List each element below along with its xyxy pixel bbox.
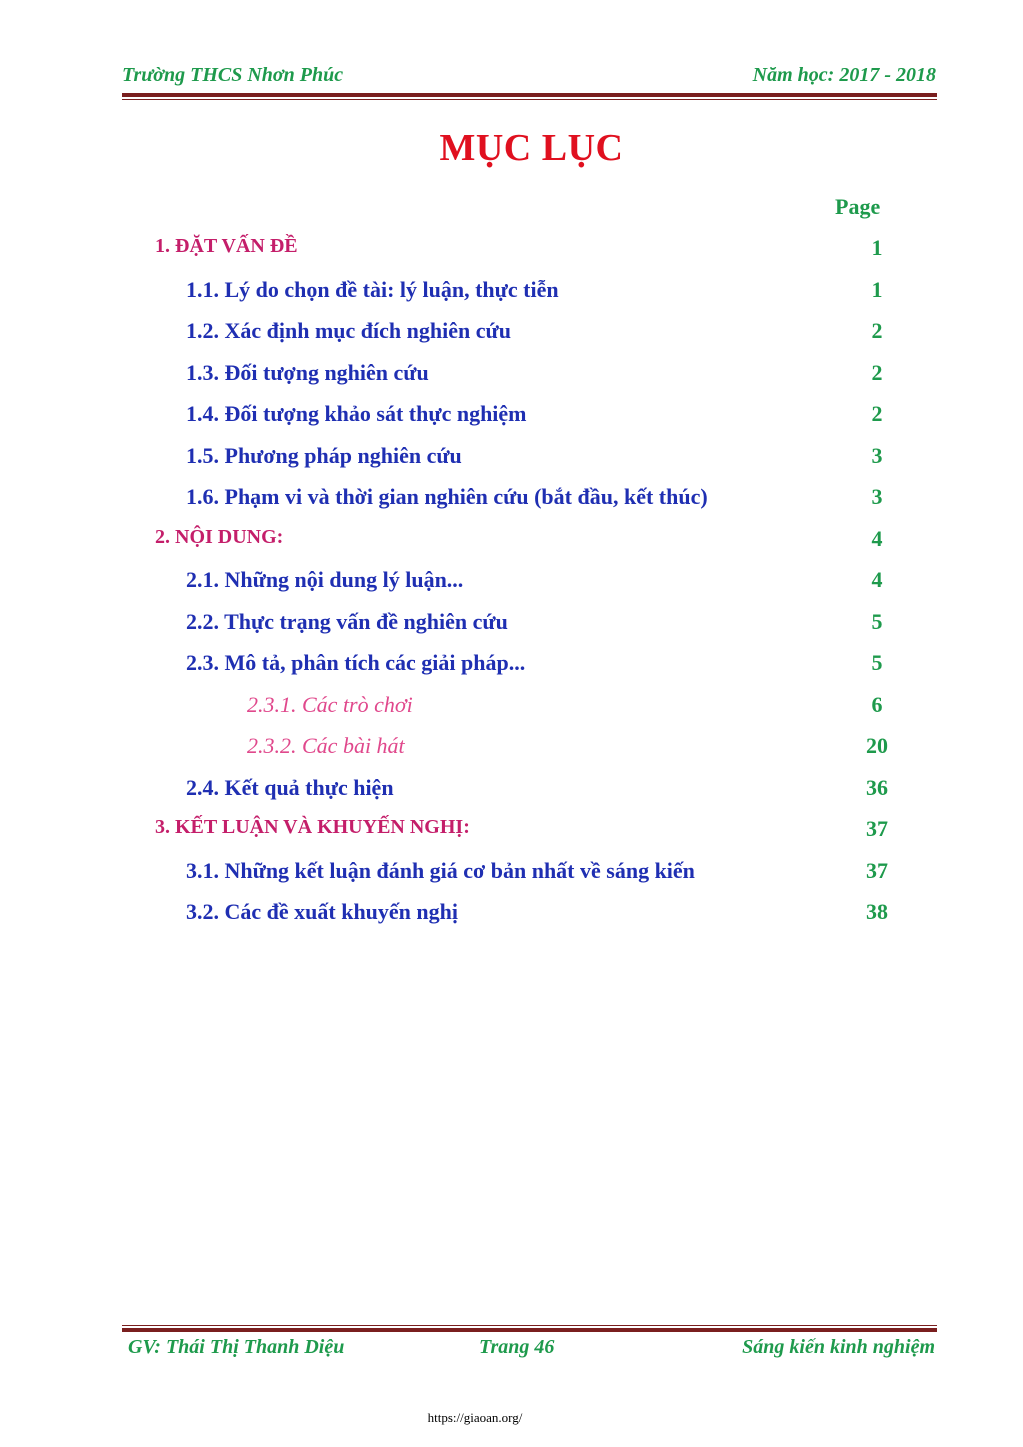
toc-entry-page: 36 xyxy=(866,774,888,800)
toc-entry xyxy=(0,692,1023,726)
page-title: MỤC LỤC xyxy=(439,127,624,169)
toc-entry-page: 3 xyxy=(871,442,883,468)
toc-entry xyxy=(0,899,1023,933)
toc-entry-label: 2. NỘI DUNG: xyxy=(155,525,284,548)
toc-entry-page: 3 xyxy=(871,484,883,509)
toc-entry-page: 2 xyxy=(871,359,883,385)
toc-entry-page: 5 xyxy=(871,608,883,634)
toc-entry-label: 1.4. Đối tượng khảo sát thực nghiệm xyxy=(186,401,527,426)
footer-rule xyxy=(122,1325,937,1332)
toc-entry-label: 2.4. Kết quả thực hiện xyxy=(186,774,394,800)
toc-entry xyxy=(0,360,1023,394)
toc-entry-page: 2 xyxy=(871,318,883,343)
header-school: Trường THCS Nhơn Phúc xyxy=(122,64,344,86)
toc-entry-page: 37 xyxy=(866,816,888,841)
toc-entry-label: 3.1. Những kết luận đánh giá cơ bản nhất về sáng kiến xyxy=(186,857,695,883)
toc-entry-label: 3.2. Các đề xuất khuyến nghị xyxy=(186,899,459,924)
toc-entry xyxy=(0,484,1023,518)
toc-entry-page: 2 xyxy=(871,401,883,426)
toc-entry xyxy=(0,816,1023,850)
toc-entry-page: 1 xyxy=(871,235,883,260)
footer-teacher: GV: Thái Thị Thanh Diệu xyxy=(128,1336,345,1358)
toc-entry xyxy=(0,650,1023,684)
footer-page-number: Trang 46 xyxy=(479,1336,555,1358)
toc-entry xyxy=(0,443,1023,477)
toc-entry-label: 1.3. Đối tượng nghiên cứu xyxy=(186,359,429,385)
toc-entry-page: 6 xyxy=(871,691,883,717)
toc-entry-page: 20 xyxy=(866,733,888,758)
toc-entry-label: 1.1. Lý do chọn đề tài: lý luận, thực tiễn xyxy=(186,276,559,302)
toc-entry xyxy=(0,775,1023,809)
header-school-year: Năm học: 2017 - 2018 xyxy=(752,64,936,86)
toc-entry-label: 2.3. Mô tả, phân tích các giải pháp... xyxy=(186,650,526,675)
toc-entry xyxy=(0,235,1023,269)
header-rule xyxy=(122,93,937,100)
toc-entry-label: 3. KẾT LUẬN VÀ KHUYẾN NGHỊ: xyxy=(155,816,470,838)
toc-entry-page: 37 xyxy=(866,857,888,883)
source-url: https://giaoan.org/ xyxy=(427,1410,523,1425)
toc-entry-page: 38 xyxy=(866,899,888,924)
toc-entry xyxy=(0,401,1023,435)
toc-entry xyxy=(0,318,1023,352)
toc-entry xyxy=(0,609,1023,643)
toc-entry-page: 4 xyxy=(871,567,883,592)
toc-entry xyxy=(0,567,1023,601)
toc-entry-label: 1.2. Xác định mục đích nghiên cứu xyxy=(186,318,511,343)
toc-entry-label: 1. ĐẶT VẤN ĐỀ xyxy=(155,235,298,257)
toc-entry-page: 1 xyxy=(871,276,883,302)
toc-entry-label: 1.5. Phương pháp nghiên cứu xyxy=(186,442,462,468)
toc-entry-page: 5 xyxy=(871,650,883,675)
toc-entry-label: 2.2. Thực trạng vấn đề nghiên cứu xyxy=(186,608,508,634)
toc-entry-label: 2.3.1. Các trò chơi xyxy=(247,691,413,717)
toc-entry xyxy=(0,858,1023,892)
toc-entry xyxy=(0,277,1023,311)
toc-entry-label: 1.6. Phạm vi và thời gian nghiên cứu (bắt đầu, kết thúc) xyxy=(186,484,708,509)
footer-doc-type: Sáng kiến kinh nghiệm xyxy=(742,1336,935,1358)
page-column-label: Page xyxy=(835,194,881,219)
toc-entry-label: 2.3.2. Các bài hát xyxy=(247,733,405,758)
toc-entry xyxy=(0,733,1023,767)
toc-entry xyxy=(0,526,1023,560)
toc-entry-label: 2.1. Những nội dung lý luận... xyxy=(186,567,464,592)
toc-entry-page: 4 xyxy=(871,525,883,551)
